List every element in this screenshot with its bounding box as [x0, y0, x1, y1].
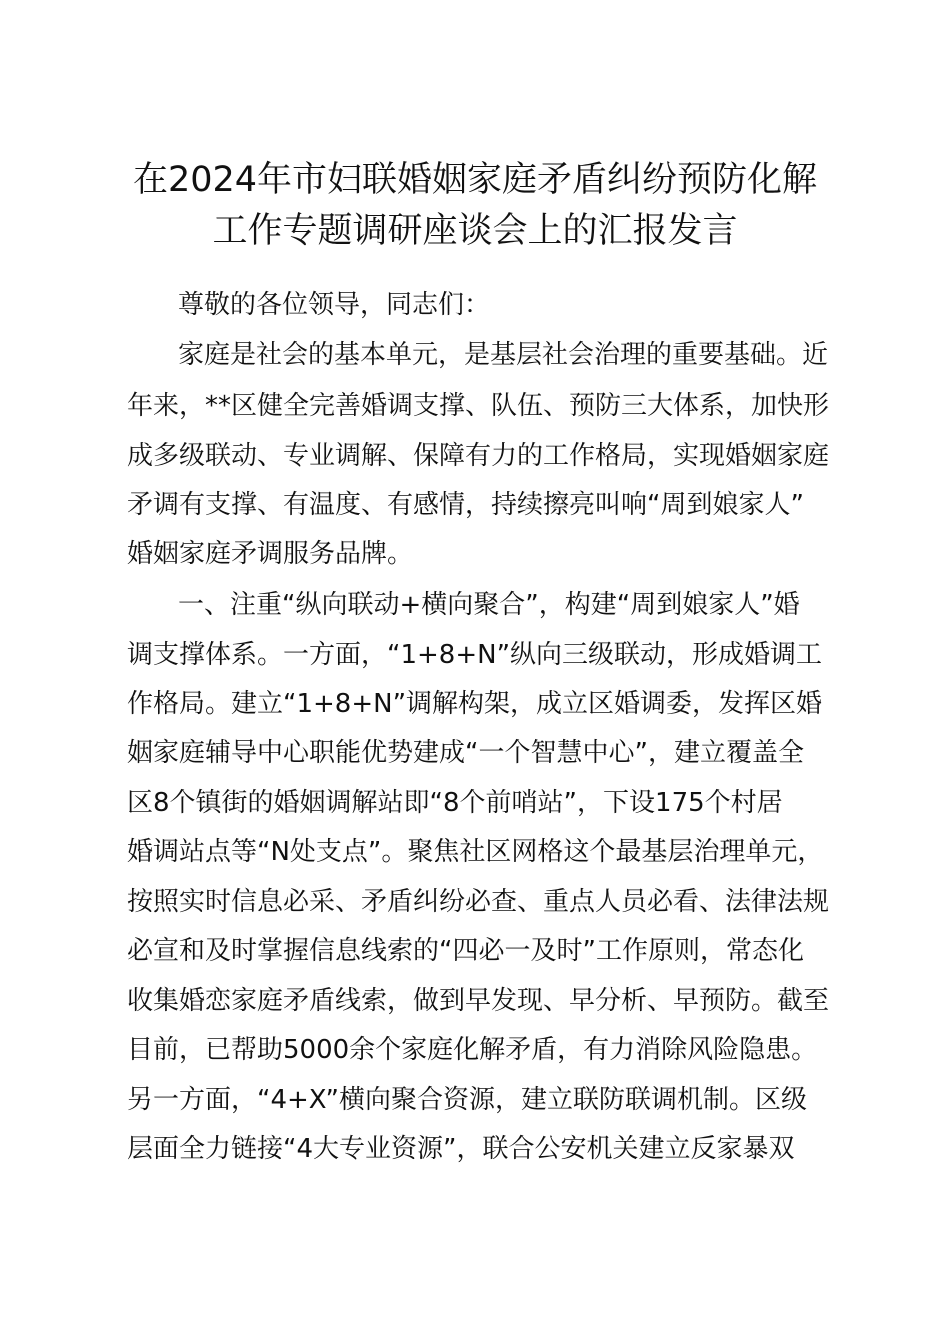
document-title-line-2: 工作专题调研座谈会上的汇报发言: [212, 211, 738, 251]
paragraph-2-line: 调支撑体系。一方面，“1+8+N”纵向三级联动，形成婚调工: [127, 640, 823, 670]
paragraph-2-line: 一、注重“纵向联动+横向聚合”，构建“周到娘家人”婚: [178, 590, 800, 620]
paragraph-1-line: 婚姻家庭矛调服务品牌。: [127, 539, 414, 569]
paragraph-2-line: 按照实时信息必采、矛盾纠纷必查、重点人员必看、法律法规: [127, 887, 830, 917]
paragraph-1-line: 矛调有支撑、有温度、有感情，持续擦亮叫响“周到娘家人”: [127, 490, 804, 520]
paragraph-2-line: 姻家庭辅导中心职能优势建成“一个智慧中心”，建立覆盖全: [127, 738, 804, 768]
paragraph-2-line: 收集婚恋家庭矛盾线索，做到早发现、早分析、早预防。截至: [127, 986, 830, 1016]
paragraph-2-line: 婚调站点等“N处支点”。聚焦社区网格这个最基层治理单元，: [127, 837, 824, 867]
paragraph-2-line: 层面全力链接“4大专业资源”，联合公安机关建立反家暴双: [127, 1134, 795, 1164]
paragraph-2-line: 区8个镇街的婚姻调解站即“8个前哨站”，下设175个村居: [127, 788, 783, 818]
salutation: 尊敬的各位领导，同志们：: [178, 290, 491, 320]
paragraph-2-line: 另一方面，“4+X”横向聚合资源，建立联防联调机制。区级: [127, 1085, 808, 1115]
document-title-line-1: 在2024年市妇联婚姻家庭矛盾纠纷预防化解: [132, 160, 818, 200]
paragraph-1-line: 成多级联动、专业调解、保障有力的工作格局，实现婚姻家庭: [127, 441, 830, 471]
paragraph-2-line: 作格局。建立“1+8+N”调解构架，成立区婚调委，发挥区婚: [127, 689, 823, 719]
paragraph-1-line: 年来，**区健全完善婚调支撑、队伍、预防三大体系，加快形: [127, 391, 830, 421]
paragraph-1-line: 家庭是社会的基本单元，是基层社会治理的重要基础。近: [178, 340, 829, 370]
paragraph-2-line: 目前，已帮助5000余个家庭化解矛盾，有力消除风险隐患。: [127, 1035, 818, 1065]
paragraph-2-line: 必宣和及时掌握信息线索的“四必一及时”工作原则，常态化: [127, 936, 804, 966]
